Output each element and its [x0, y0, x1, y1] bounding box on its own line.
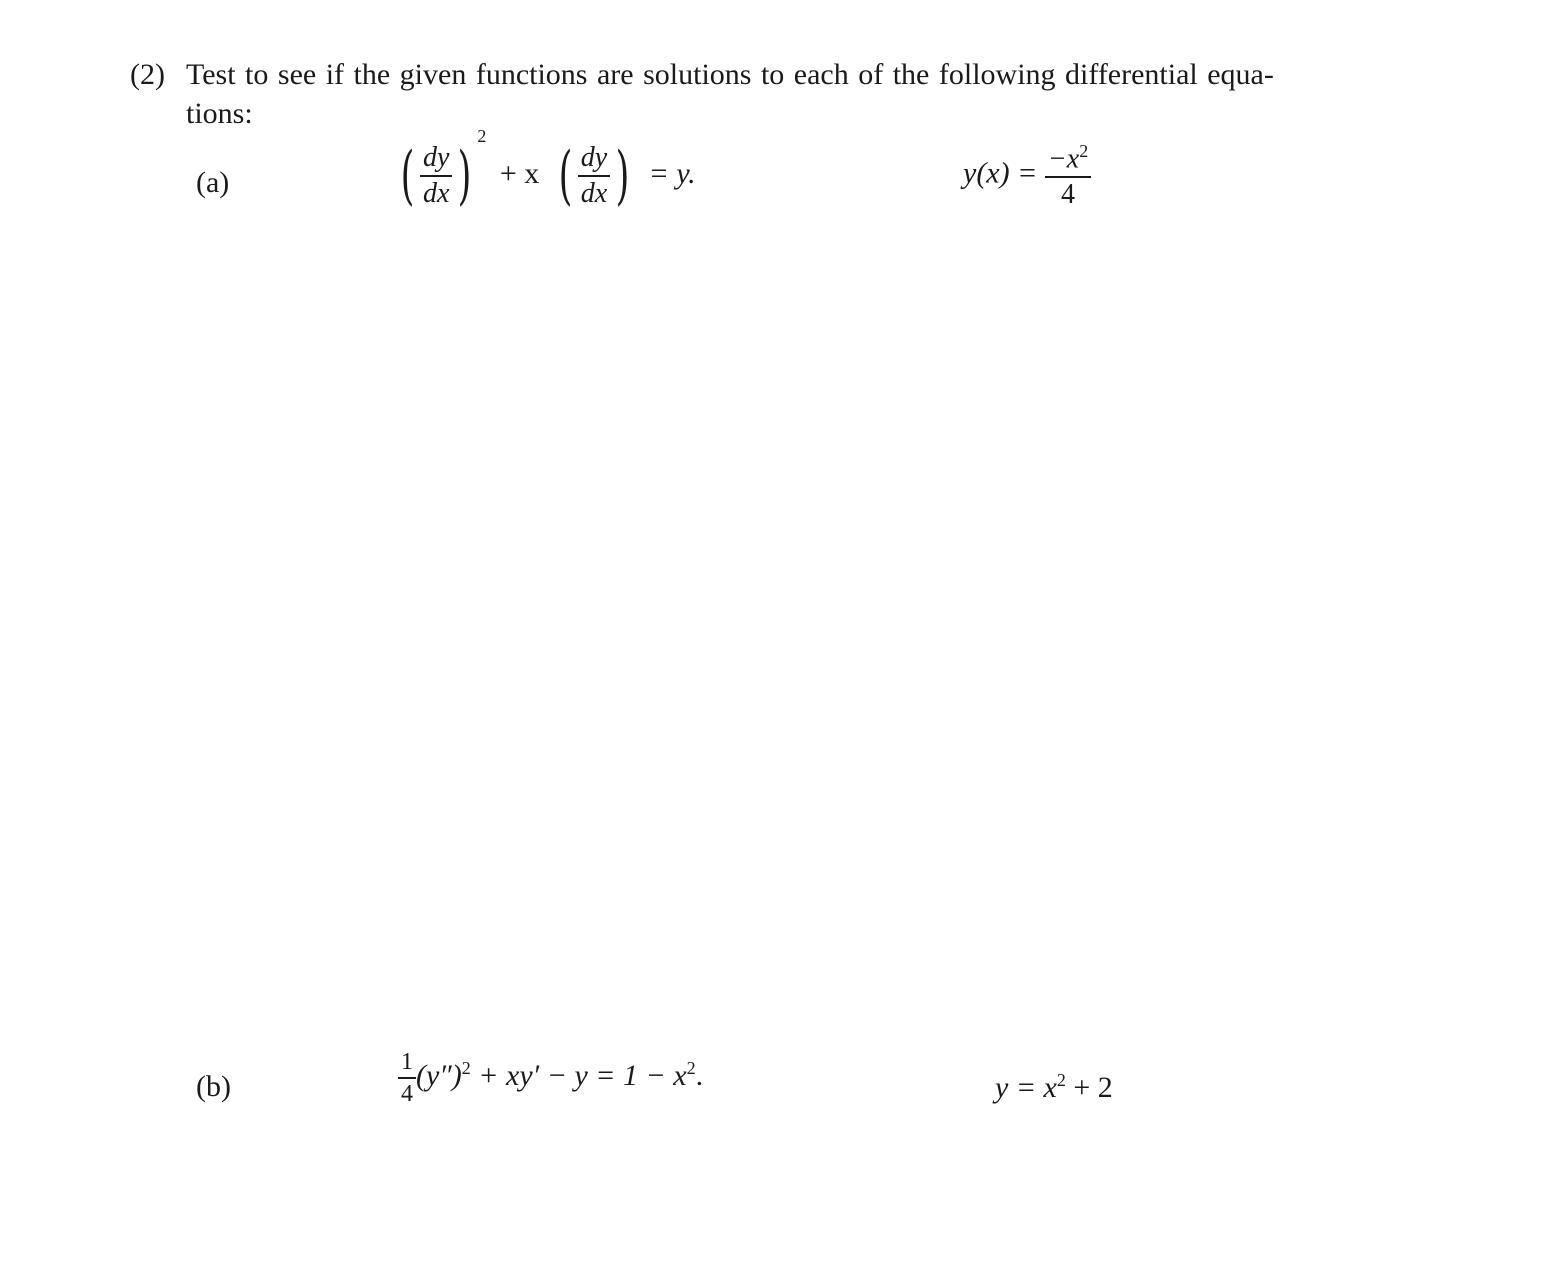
rhs: = y. — [648, 156, 696, 190]
equation-rest: + xy′ − y = 1 − x — [478, 1058, 687, 1092]
exponent: 2 — [477, 125, 487, 146]
part-a-solution — [963, 142, 1091, 209]
solution-lhs: y(x) = — [963, 156, 1038, 190]
part-b-equation: $\frac{1}{4}$ $(y'')^2 + xy' - y = 1 - x^2$. — [398, 1050, 703, 1106]
left-paren: ( — [400, 139, 415, 213]
part-b-solution: $y = x^2 + 2$ — [995, 1070, 1113, 1104]
problem-text-line-1: Test to see if the given functions are solutions to each of the following differential equa- — [186, 58, 1274, 91]
part-a-label: (a) — [196, 166, 230, 199]
second-derivative-term: (y″) — [416, 1058, 462, 1092]
plus-x-term: + x — [499, 156, 540, 190]
solution-fraction: $\frac{-x^2}{4}$ — [1045, 142, 1091, 209]
derivative-fraction: $\frac{dy}{dx}$ — [578, 144, 610, 208]
coefficient-fraction: $\frac{1}{4}$ — [398, 1050, 416, 1106]
derivative-fraction: $\frac{dy}{dx}$ — [420, 144, 452, 208]
right-paren: ) — [615, 139, 630, 213]
part-b-label: (b) — [196, 1070, 231, 1103]
right-paren: ) — [458, 139, 472, 213]
left-paren: ( — [558, 139, 573, 213]
problem-text-line-2: tions: — [186, 97, 253, 130]
part-a-equation — [395, 125, 702, 213]
problem-number: (2) — [130, 58, 165, 91]
